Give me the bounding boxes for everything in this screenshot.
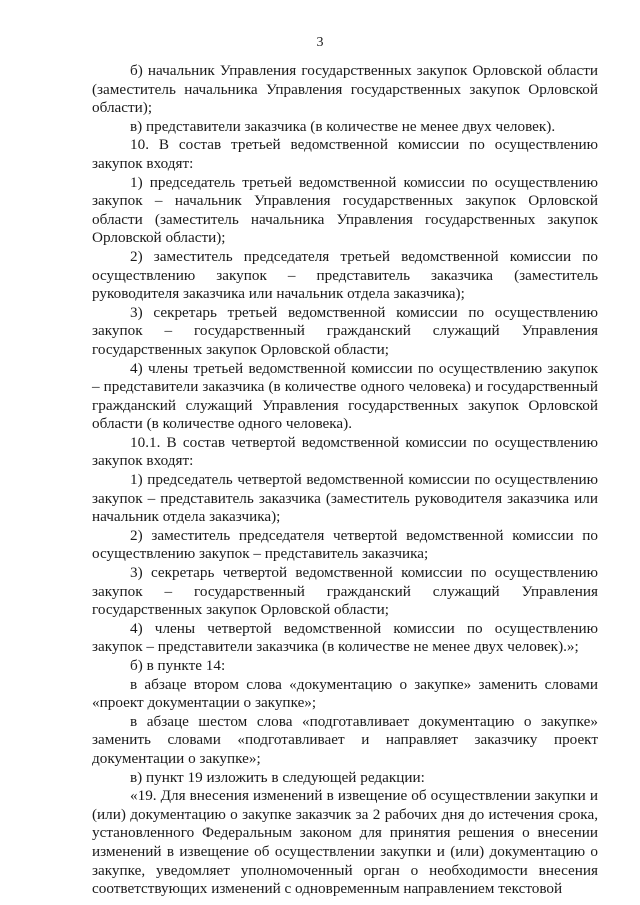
paragraph: б) в пункте 14: xyxy=(130,657,226,674)
paragraph: б) начальник Управления государственных закупок Орловской области (заместитель начальника Управления государственных закупок Орловской области); xyxy=(92,62,598,117)
paragraph: 4) члены третьей ведомственной комиссии по осуществлению закупок – представители заказчика (в количестве одного человека) и государственный гражданский служащий Управления государственных закупок Орловской области (в количестве одного человека). xyxy=(92,359,598,433)
paragraph: 4) члены четвертой ведомственной комиссии по осуществлению закупок – представители заказчика (в количестве не менее двух человек).»; xyxy=(92,619,598,656)
paragraph: 10. В состав третьей ведомственной комиссии по осуществлению закупок входят: xyxy=(92,136,598,172)
paragraph: «19. Для внесения изменений в извещение об осуществлении закупки и (или) документацию о закупке заказчик за 2 рабочих дня до истечения срока, установленного Федеральным законом для принятия решения о внесении изменений в извещение об осуществлении закупки и (или) документацию о закупке, уведомляет уполномоченный орган о необходимости внесения соответствующих изменений с одновременным направлением текстовой xyxy=(92,787,598,898)
page-number: 3 xyxy=(316,35,324,50)
paragraph: в абзаце шестом слова «подготавливает документацию о закупке» заменить словами «подготавливает и направляет заказчику проект документации о закупке»; xyxy=(92,712,598,767)
paragraph: 2) заместитель председателя третьей ведомственной комиссии по осуществлению закупок – представитель заказчика (заместитель руководителя заказчика или начальник отдела заказчика); xyxy=(92,247,598,303)
paragraph: в абзаце втором слова «документацию о закупке» заменить словами «проект документации о закупке»; xyxy=(92,675,598,712)
paragraph: 1) председатель четвертой ведомственной комиссии по осуществлению закупок – представитель заказчика (заместитель руководителя заказчика или начальник отдела заказчика); xyxy=(92,471,598,526)
paragraph: 2) заместитель председателя четвертой ведомственной комиссии по осуществлению закупок – представитель заказчика; xyxy=(92,526,598,563)
document-body xyxy=(92,62,598,899)
paragraph: 3) секретарь третьей ведомственной комиссии по осуществлению закупок – государственный гражданский служащий Управления государственных закупок Орловской области; xyxy=(92,303,598,358)
paragraph: 3) секретарь четвертой ведомственной комиссии по осуществлению закупок – государственный гражданский служащий Управления государственных закупок Орловской области; xyxy=(92,564,598,619)
paragraph: 10.1. В состав четвертой ведомственной комиссии по осуществлению закупок входят: xyxy=(92,433,598,470)
paragraph: в) пункт 19 изложить в следующей редакции: xyxy=(130,768,425,786)
paragraph: 1) председатель третьей ведомственной комиссии по осуществлению закупок – начальник Управления государственных закупок Орловской области (заместитель начальника Управления государственных закупок Орловской области); xyxy=(92,173,598,247)
paragraph: в) представители заказчика (в количестве не менее двух человек). xyxy=(130,117,556,135)
